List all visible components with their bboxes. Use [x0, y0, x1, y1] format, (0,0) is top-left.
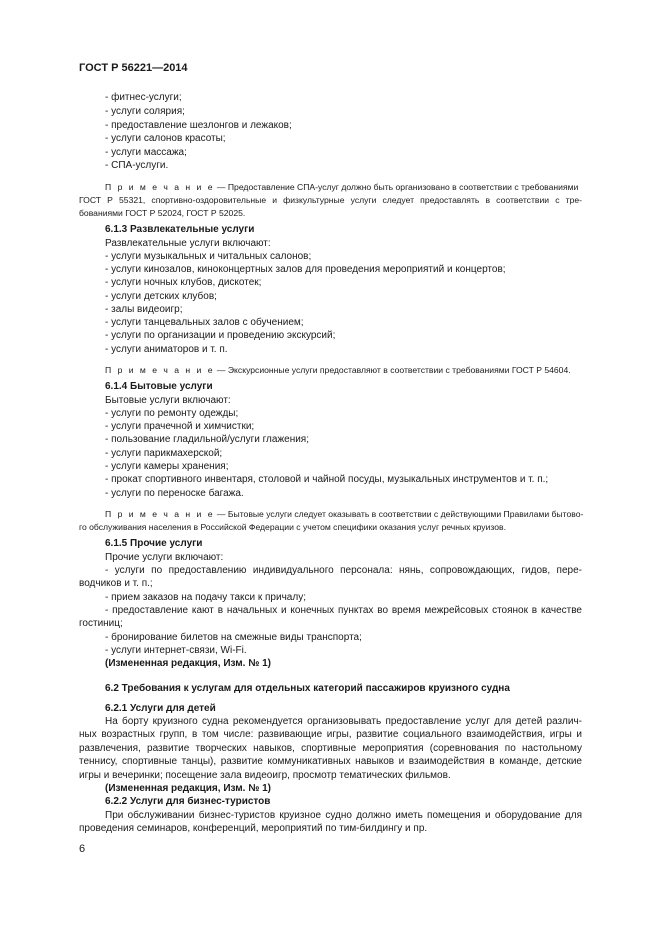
list-item: - услуги прачечной и химчистки;: [105, 421, 255, 432]
section-heading: 6.2 Требования к услугам для отдельных категорий пассажиров круизного судна: [105, 683, 510, 694]
page-number: 6: [79, 843, 86, 855]
paragraph-line: развлечения, развитие творческих навыков, спортивные мероприятия (соревнования по настольному: [79, 743, 582, 754]
section-heading: 6.2.2 Услуги для бизнес-туристов: [105, 796, 271, 807]
note: [105, 181, 578, 193]
paragraph-line: теннису, спортивные танцы), развитие коммуникативных навыков и взаимодействия в команде, детские: [79, 756, 582, 767]
list-item: - услуги солярия;: [105, 106, 185, 117]
note-text: — Предоставление СПА-услуг должно быть организовано в соответствии с требованиями: [214, 182, 579, 192]
list-item: - предоставление шезлонгов и лежаков;: [105, 120, 292, 131]
paragraph: Прочие услуги включают:: [105, 552, 224, 563]
note: [105, 508, 583, 520]
amendment-note: (Измененная редакция, Изм. № 1): [105, 658, 272, 669]
list-item: - бронирование билетов на смежные виды транспорта;: [105, 632, 362, 643]
section-heading: 6.1.5 Прочие услуги: [105, 538, 203, 549]
section-heading: 6.2.1 Услуги для детей: [105, 703, 216, 714]
note-label: П р и м е ч а н и е: [105, 182, 215, 192]
note-text: — Бытовые услуги следует оказывать в соответствии с действующими Правилами бытово-: [214, 509, 584, 519]
list-item: - услуги танцевальных залов с обучением;: [105, 317, 304, 328]
list-item: - залы видеоигр;: [105, 304, 183, 315]
list-item: - услуги кинозалов, киноконцертных залов для проведения мероприятий и концертов;: [105, 264, 506, 275]
list-item: - прием заказов на подачу такси к причалу;: [105, 592, 306, 603]
note-text: — Экскурсионные услуги предоставляют в соответствии с требованиями ГОСТ Р 54604.: [214, 365, 571, 375]
paragraph-line: игры и вечеринки; посещение зала видеоигр, просмотр тематических фильмов.: [79, 770, 451, 781]
list-item: - услуги парикмахерской;: [105, 448, 223, 459]
paragraph-line: На борту круизного судна рекомендуется организовывать предоставление услуг для детей различ-: [105, 716, 582, 727]
note-line: ГОСТ Р 55321, спортивно-оздоровительные и физкультурные услуги следует предоставлять в соответствии с тре-: [79, 195, 582, 205]
list-item: - услуги ночных клубов, дискотек;: [105, 277, 262, 288]
list-item: - услуги салонов красоты;: [105, 133, 226, 144]
list-item: - услуги по организации и проведению экскурсий;: [105, 330, 336, 341]
list-item: - услуги интернет-связи, Wi-Fi.: [105, 645, 247, 656]
paragraph-line: При обслуживании бизнес-туристов круизное судно должно иметь помещения и оборудование для: [105, 810, 582, 821]
paragraph-line: проведения семинаров, конференций, мероприятий по тим-билдингу и пр.: [79, 823, 428, 834]
amendment-note: (Измененная редакция, Изм. № 1): [105, 783, 272, 794]
list-item: - прокат спортивного инвентаря, столовой и чайной посуды, музыкальных инструментов и т. п.;: [105, 474, 549, 485]
list-item: - услуги музыкальных и читальных салонов;: [105, 251, 312, 262]
list-item: - услуги аниматоров и т. п.: [105, 344, 228, 355]
note-label: П р и м е ч а н и е: [105, 365, 215, 375]
list-item-continuation: гостиниц;: [79, 618, 123, 629]
list-item: - услуги по переноске багажа.: [105, 488, 244, 499]
paragraph: Развлекательные услуги включают:: [105, 238, 271, 249]
list-item: - предоставление кают в начальных и конечных пунктах во время межрейсовых стоянок в качестве: [105, 605, 582, 616]
list-item: - услуги по ремонту одежды;: [105, 408, 239, 419]
list-item: - услуги массажа;: [105, 147, 187, 158]
section-heading: 6.1.3 Развлекательные услуги: [105, 224, 255, 235]
note: [105, 364, 571, 376]
list-item: - услуги детских клубов;: [105, 291, 217, 302]
list-item: - фитнес-услуги;: [105, 92, 182, 103]
section-heading: 6.1.4 Бытовые услуги: [105, 381, 213, 392]
note-line: бованиями ГОСТ Р 52024, ГОСТ Р 52025.: [79, 208, 246, 218]
list-item: - пользование гладильной/услуги глажения;: [105, 434, 310, 445]
list-item: - СПА-услуги.: [105, 160, 169, 171]
document-header: ГОСТ Р 56221—2014: [79, 62, 188, 74]
list-item: - услуги камеры хранения;: [105, 461, 229, 472]
list-item: - услуги по предоставлению индивидуального персонала: нянь, сопровождающих, гидов, пере-: [105, 565, 582, 576]
note-label: П р и м е ч а н и е: [105, 509, 215, 519]
paragraph-line: ных возрастных групп, в том числе: развивающие игры, развитие социального взаимодействия, игры и: [79, 729, 582, 740]
list-item-continuation: водчиков и т. п.;: [79, 578, 153, 589]
paragraph: Бытовые услуги включают:: [105, 395, 231, 406]
note-line: го обслуживания населения в Российской Федерации с учетом специфики оказания услуг речных круизов.: [79, 522, 506, 532]
